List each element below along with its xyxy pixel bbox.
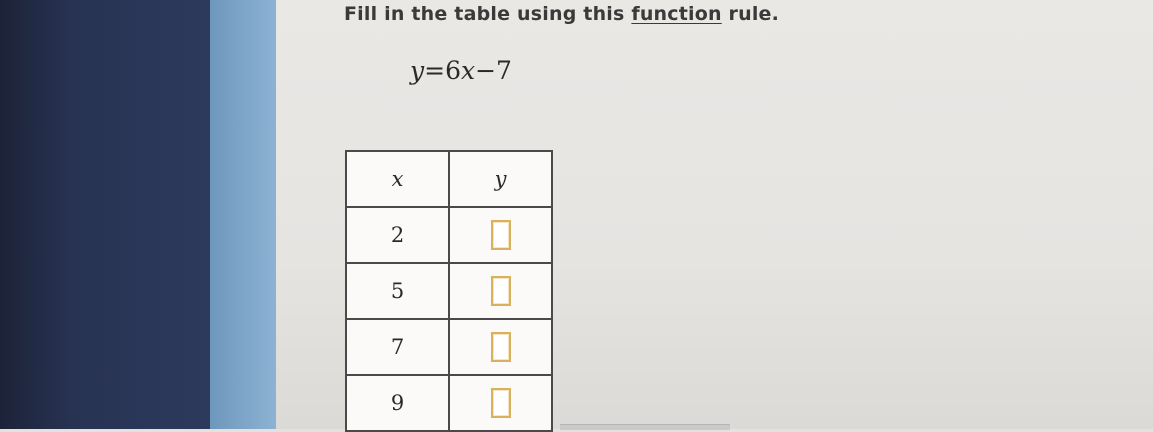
x-value: 2 — [346, 207, 449, 263]
equation-y: y — [410, 56, 425, 85]
y-answer-input[interactable] — [491, 332, 511, 362]
instruction-text-end: rule. — [721, 3, 780, 25]
table-row — [346, 207, 552, 263]
x-value: 7 — [346, 319, 449, 375]
function-table — [345, 150, 553, 432]
table-row — [346, 375, 552, 431]
equation-equals-six: =6 — [424, 56, 461, 85]
bottom-button-edge[interactable] — [560, 424, 730, 430]
left-dark-panel — [0, 0, 210, 429]
function-rule-equation — [410, 56, 512, 85]
y-cell — [449, 207, 552, 263]
y-cell — [449, 319, 552, 375]
table-row — [346, 263, 552, 319]
question-instruction — [344, 3, 779, 25]
y-cell — [449, 375, 552, 431]
y-answer-input[interactable] — [491, 220, 511, 250]
equation-x: x — [460, 56, 476, 85]
y-answer-input[interactable] — [491, 388, 511, 418]
x-value: 5 — [346, 263, 449, 319]
function-link[interactable]: function — [631, 3, 722, 25]
x-value: 9 — [346, 375, 449, 431]
equation-minus-seven: −7 — [475, 56, 512, 85]
table-header-row — [346, 151, 552, 207]
y-answer-input[interactable] — [491, 276, 511, 306]
table-row — [346, 319, 552, 375]
instruction-text-start: Fill in the table using this — [344, 3, 632, 25]
y-cell — [449, 263, 552, 319]
left-blue-panel — [210, 0, 276, 429]
header-x: x — [346, 151, 449, 207]
header-y: y — [449, 151, 552, 207]
